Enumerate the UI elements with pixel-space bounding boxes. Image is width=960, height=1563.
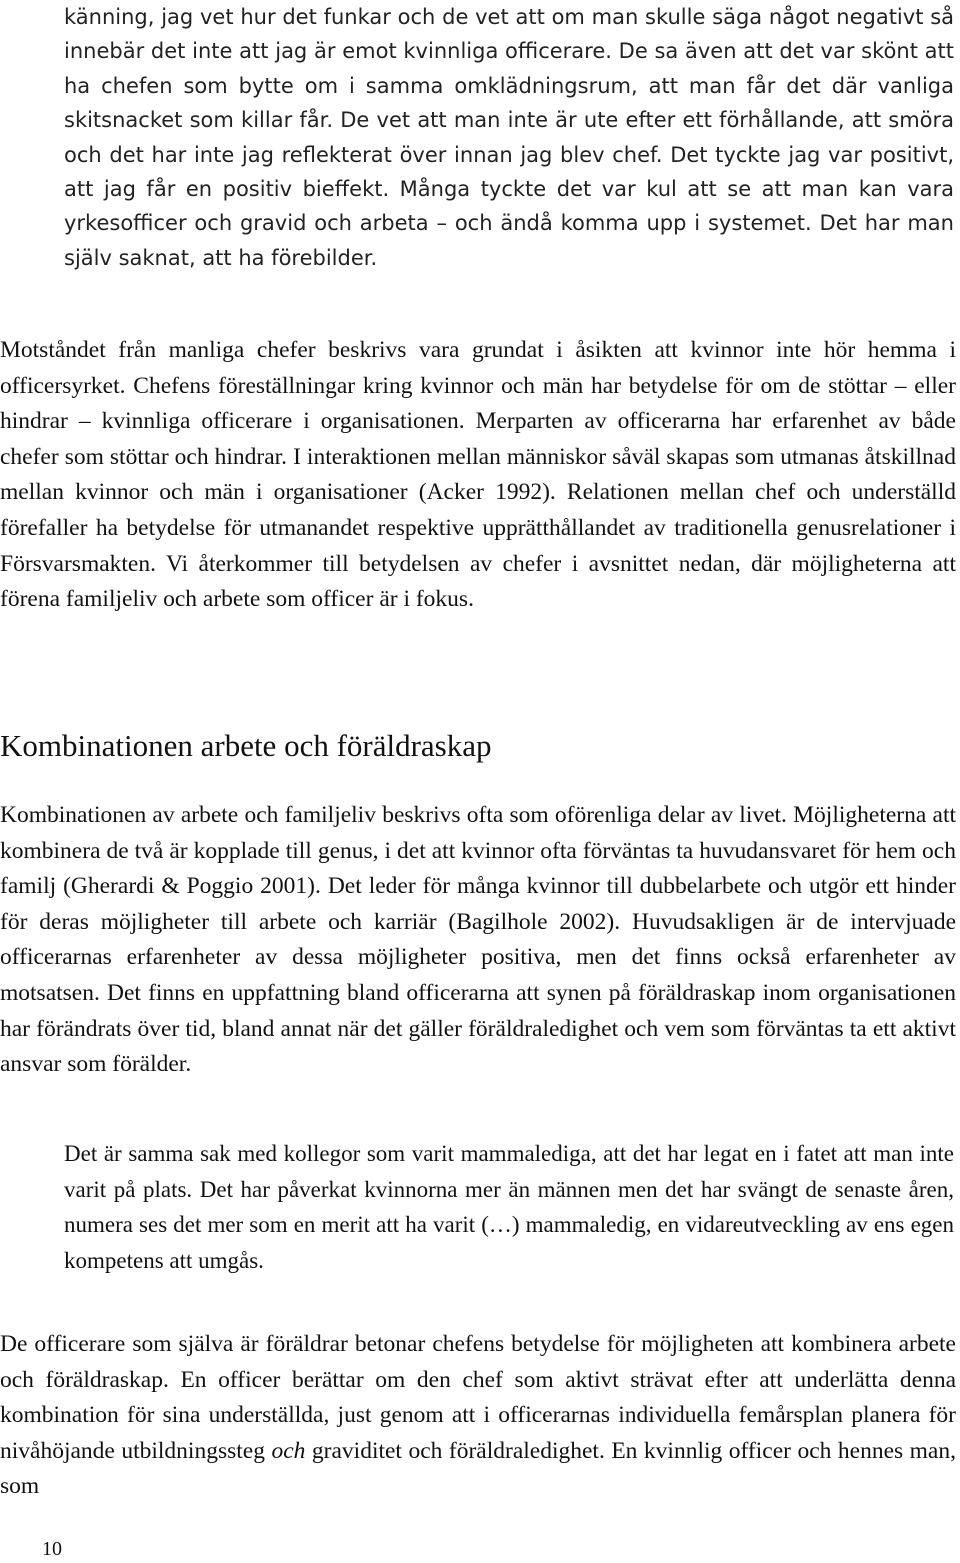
paragraph-1 [0, 333, 956, 618]
paragraph-3-emphasis: och [271, 1437, 306, 1464]
quote-top-text: känning, jag vet hur det funkar och de vet att om man skulle säga något negativt så innebär det inte att jag är emot kvinnliga officerare. De sa även att det var skönt att ha chefen som bytte om i samma omklädningsrum, att man får det där vanliga skitsnacket som killar får. De vet att man inte är ute efter ett förhållande, att smöra och det har inte jag reflekterat över innan jag blev chef. Det tyckte jag var positivt, att jag får en positiv bieffekt. Många tyckte det var kul att se att man kan vara yrkesofficer och gravid och arbeta – och ändå komma upp i systemet. Det har man själv saknat, att ha förebilder. [64, 5, 954, 270]
block-quote-middle [64, 1136, 954, 1278]
page-number: 10 [42, 1538, 62, 1560]
section-heading: Kombinationen arbete och föräldraskap [0, 728, 492, 763]
paragraph-3-end: graviditet och föräldraledighet. En kvinnlig officer och hennes man, som [0, 1437, 956, 1500]
paragraph-2 [0, 798, 956, 1083]
paragraph-3 [0, 1327, 956, 1505]
paragraph-2-text: Kombinationen av arbete och familjeliv beskrivs ofta som oförenliga delar av livet. Möjligheterna att kombinera de två är kopplade till genus, i det att kvinnor ofta förväntas ta huvudansvaret för hem och familj (Gherardi & Poggio 2001). Det leder för många kvinnor till dubbelarbete och utgör ett hinder för deras möjligheter till arbete och karriär (Bagilhole 2002). Huvudsakligen är de intervjuade officerarnas erfarenheter av dessa möjligheter positiva, men det finns också erfarenheter av motsatsen. Det finns en uppfattning bland officerarna att synen på föräldraskap inom organisationen har förändrats över tid, bland annat när det gäller föräldraledighet och vem som förväntas ta ett aktivt ansvar som förälder. [0, 802, 956, 1078]
paragraph-1-text: Motståndet från manliga chefer beskrivs vara grundat i åsikten att kvinnor inte hör hemma i officersyrket. Chefens föreställningar kring kvinnor och män har betydelse för om de stöttar – eller hindrar – kvinnliga officerare i organisationen. Merparten av officerarna har erfarenhet av både chefer som stöttar och hindrar. I interaktionen mellan människor såväl skapas som utmanas åtskillnad mellan kvinnor och män i organisationer (Acker 1992). Relationen mellan chef och underställd förefaller ha betydelse för utmanandet respektive upprätthållandet av traditionella genusrelationer i Försvarsmakten. Vi återkommer till betydelsen av chefer i avsnittet nedan, där möjligheterna att förena familjeliv och arbete som officer är i fokus. [0, 337, 956, 613]
block-quote-top [64, 0, 954, 275]
paragraph-3-start: De officerare som själva är föräldrar betonar chefens betydelse för möjligheten att kombinera arbete och föräldraskap. En officer berättar om den chef som aktivt strävat efter att underlätta denna kombination för sina underställda, just genom att i officerarnas individuella femårsplan planera för nivåhöjande utbildningssteg [0, 1331, 956, 1464]
paragraph-3-text [0, 1327, 956, 1505]
quote-mid-text: Det är samma sak med kollegor som varit mammalediga, att det har legat en i fatet att man inte varit på plats. Det har påverkat kvinnorna mer än männen men det har svängt de senaste åren, numera ses det mer som en merit att ha varit (…) mammaledig, en vidareutveckling av ens egen kompetens att umgås. [64, 1141, 954, 1273]
